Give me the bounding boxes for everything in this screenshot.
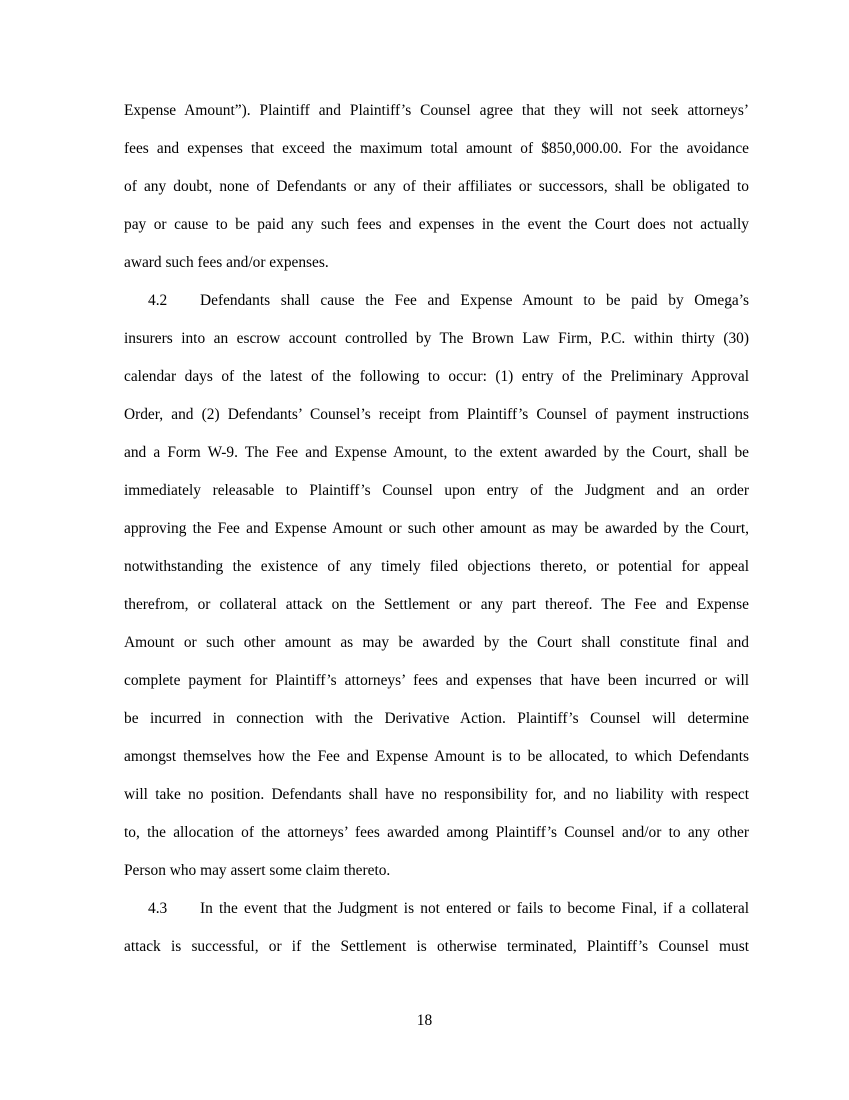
text-line: amongst themselves how the Fee and Expense Amount is to be allocated, to which Defendants xyxy=(124,748,749,765)
text-line: insurers into an escrow account controlled by The Brown Law Firm, P.C. within thirty (30) xyxy=(124,330,749,347)
section-4-2-first-line xyxy=(148,291,749,311)
text-line: of any doubt, none of Defendants or any of their affiliates or successors, shall be obligated to xyxy=(124,178,749,195)
text-line: calendar days of the latest of the following to occur: (1) entry of the Preliminary Approval xyxy=(124,368,749,385)
text-line: Expense Amount”). Plaintiff and Plaintiff’s Counsel agree that they will not seek attorneys’ xyxy=(124,102,749,119)
text-span: In the event that the Judgment is not entered or fails to become Final, if a collateral xyxy=(200,900,749,917)
text-line: Amount or such other amount as may be awarded by the Court shall constitute final and xyxy=(124,634,749,651)
text-line: pay or cause to be paid any such fees and expenses in the event the Court does not actually xyxy=(124,216,749,233)
section-number: 4.2 xyxy=(148,292,168,309)
text-line: be incurred in connection with the Derivative Action. Plaintiff’s Counsel will determine xyxy=(124,710,749,727)
text-line: complete payment for Plaintiff’s attorneys’ fees and expenses that have been incurred or will xyxy=(124,672,749,689)
text-line: fees and expenses that exceed the maximum total amount of $850,000.00. For the avoidance xyxy=(124,140,749,157)
text-line: will take no position. Defendants shall have no responsibility for, and no liability with respect xyxy=(124,786,749,803)
text-line: Person who may assert some claim thereto. xyxy=(124,862,391,879)
section-4-3-first-line xyxy=(148,899,749,919)
text-line: award such fees and/or expenses. xyxy=(124,254,329,271)
text-line: notwithstanding the existence of any timely filed objections thereto, or potential for appeal xyxy=(124,558,749,575)
text-line: Order, and (2) Defendants’ Counsel’s receipt from Plaintiff’s Counsel of payment instructions xyxy=(124,406,749,423)
text-line: approving the Fee and Expense Amount or such other amount as may be awarded by the Court, xyxy=(124,520,749,537)
text-span: Defendants shall cause the Fee and Expense Amount to be paid by Omega’s xyxy=(200,292,749,309)
text-line: and a Form W-9. The Fee and Expense Amount, to the extent awarded by the Court, shall be xyxy=(124,444,749,461)
text-line: to, the allocation of the attorneys’ fees awarded among Plaintiff’s Counsel and/or to any other xyxy=(124,824,749,841)
text-line: therefrom, or collateral attack on the Settlement or any part thereof. The Fee and Expense xyxy=(124,596,749,613)
text-line: attack is successful, or if the Settlement is otherwise terminated, Plaintiff’s Counsel must xyxy=(124,938,749,955)
page-number: 18 xyxy=(416,1012,433,1029)
section-number: 4.3 xyxy=(148,900,168,917)
text-line: immediately releasable to Plaintiff’s Counsel upon entry of the Judgment and an order xyxy=(124,482,749,499)
